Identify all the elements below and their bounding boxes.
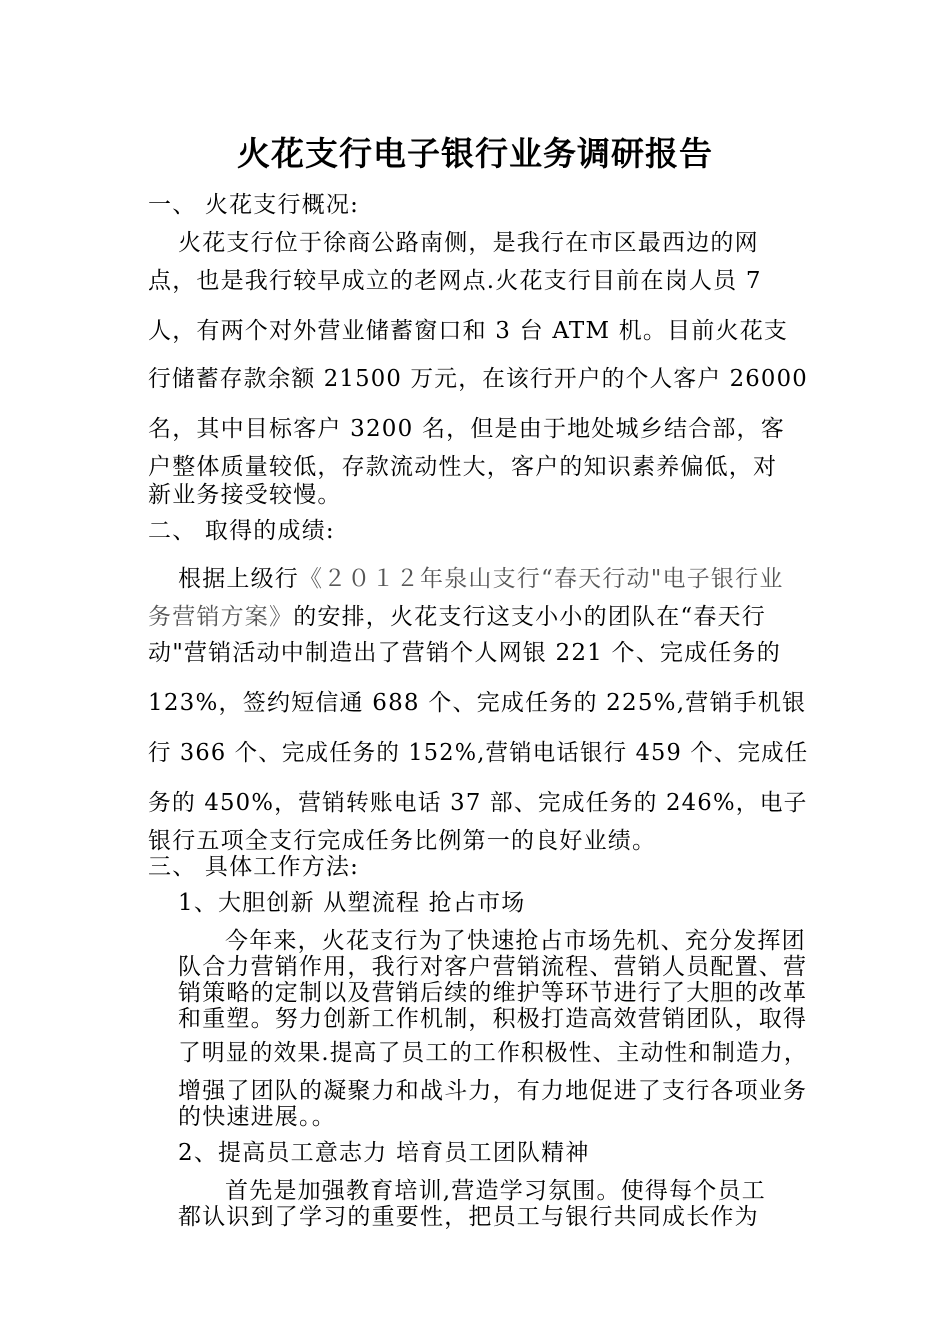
paragraph-line: 123%，签约短信通 688 个、完成任务的 225%,营销手机银 bbox=[148, 690, 807, 716]
section-heading-methods: 三、 具体工作方法: bbox=[148, 854, 360, 880]
paragraph-line: 火花支行位于徐商公路南侧，是我行在市区最西边的网 bbox=[178, 230, 759, 256]
paragraph-line bbox=[178, 560, 784, 593]
paragraph-line: 和重塑。努力创新工作机制，积极打造高效营销团队，取得 bbox=[178, 1006, 808, 1032]
paragraph-line: 都认识到了学习的重要性，把员工与银行共同成长作为 bbox=[178, 1204, 759, 1230]
paragraph-line: 点，也是我行较早成立的老网点.火花支行目前在岗人员 7 bbox=[148, 268, 762, 294]
paragraph-line: 的快速进展。。 bbox=[178, 1104, 336, 1130]
paragraph-line: 人，有两个对外营业储蓄窗口和 3 台 ATM 机。目前火花支 bbox=[148, 318, 789, 344]
paragraph-line: 销策略的定制以及营销后续的维护等环节进行了大胆的改革 bbox=[178, 980, 808, 1006]
document-title: 火花支行电子银行业务调研报告 bbox=[237, 134, 713, 173]
paragraph-line: 行储蓄存款余额 21500 万元，在该行开户的个人客户 26000 bbox=[148, 366, 808, 392]
paragraph-line: 行 366 个、完成任务的 152%,营销电话银行 459 个、完成任 bbox=[148, 740, 809, 766]
paragraph-line: 新业务接受较慢。 bbox=[148, 482, 342, 508]
subsection-heading-team-spirit: 2、提高员工意志力 培育员工团队精神 bbox=[178, 1140, 590, 1166]
paragraph-line: 银行五项全支行完成任务比例第一的良好业绩。 bbox=[148, 828, 657, 854]
text-run: 的安排，火花支行这支小小的团队在“春天行 bbox=[293, 604, 766, 630]
section-heading-overview: 一、 火花支行概况: bbox=[148, 192, 360, 218]
paragraph-line: 了明显的效果.提高了员工的工作积极性、主动性和制造力， bbox=[178, 1040, 808, 1066]
paragraph-line: 名，其中目标客户 3200 名，但是由于地处城乡结合部，客 bbox=[148, 416, 785, 442]
paragraph-line: 今年来，火花支行为了快速抢占市场先机、充分发挥团 bbox=[225, 928, 806, 954]
paragraph-line: 动"营销活动中制造出了营销个人网银 221 个、完成任务的 bbox=[148, 640, 781, 666]
paragraph-line: 首先是加强教育培训,营造学习氛围。使得每个员工 bbox=[225, 1178, 766, 1204]
text-run-quoted: 《２０１２年泉山支行“春天行动"电子银行业 bbox=[299, 566, 784, 592]
text-run: 根据上级行 bbox=[178, 566, 299, 592]
section-heading-achievements: 二、 取得的成绩: bbox=[148, 518, 335, 544]
paragraph-line: 队合力营销作用，我行对客户营销流程、营销人员配置、营 bbox=[178, 954, 808, 980]
paragraph-line: 户整体质量较低，存款流动性大，客户的知识素养偏低，对 bbox=[148, 454, 778, 480]
paragraph-line bbox=[148, 598, 766, 631]
subsection-heading-innovation: 1、大胆创新 从塑流程 抢占市场 bbox=[178, 890, 526, 916]
paragraph-line: 增强了团队的凝聚力和战斗力，有力地促进了支行各项业务 bbox=[178, 1078, 808, 1104]
paragraph-line: 务的 450%，营销转账电话 37 部、完成任务的 246%，电子 bbox=[148, 790, 808, 816]
text-run-quoted: 务营销方案》 bbox=[148, 604, 294, 630]
